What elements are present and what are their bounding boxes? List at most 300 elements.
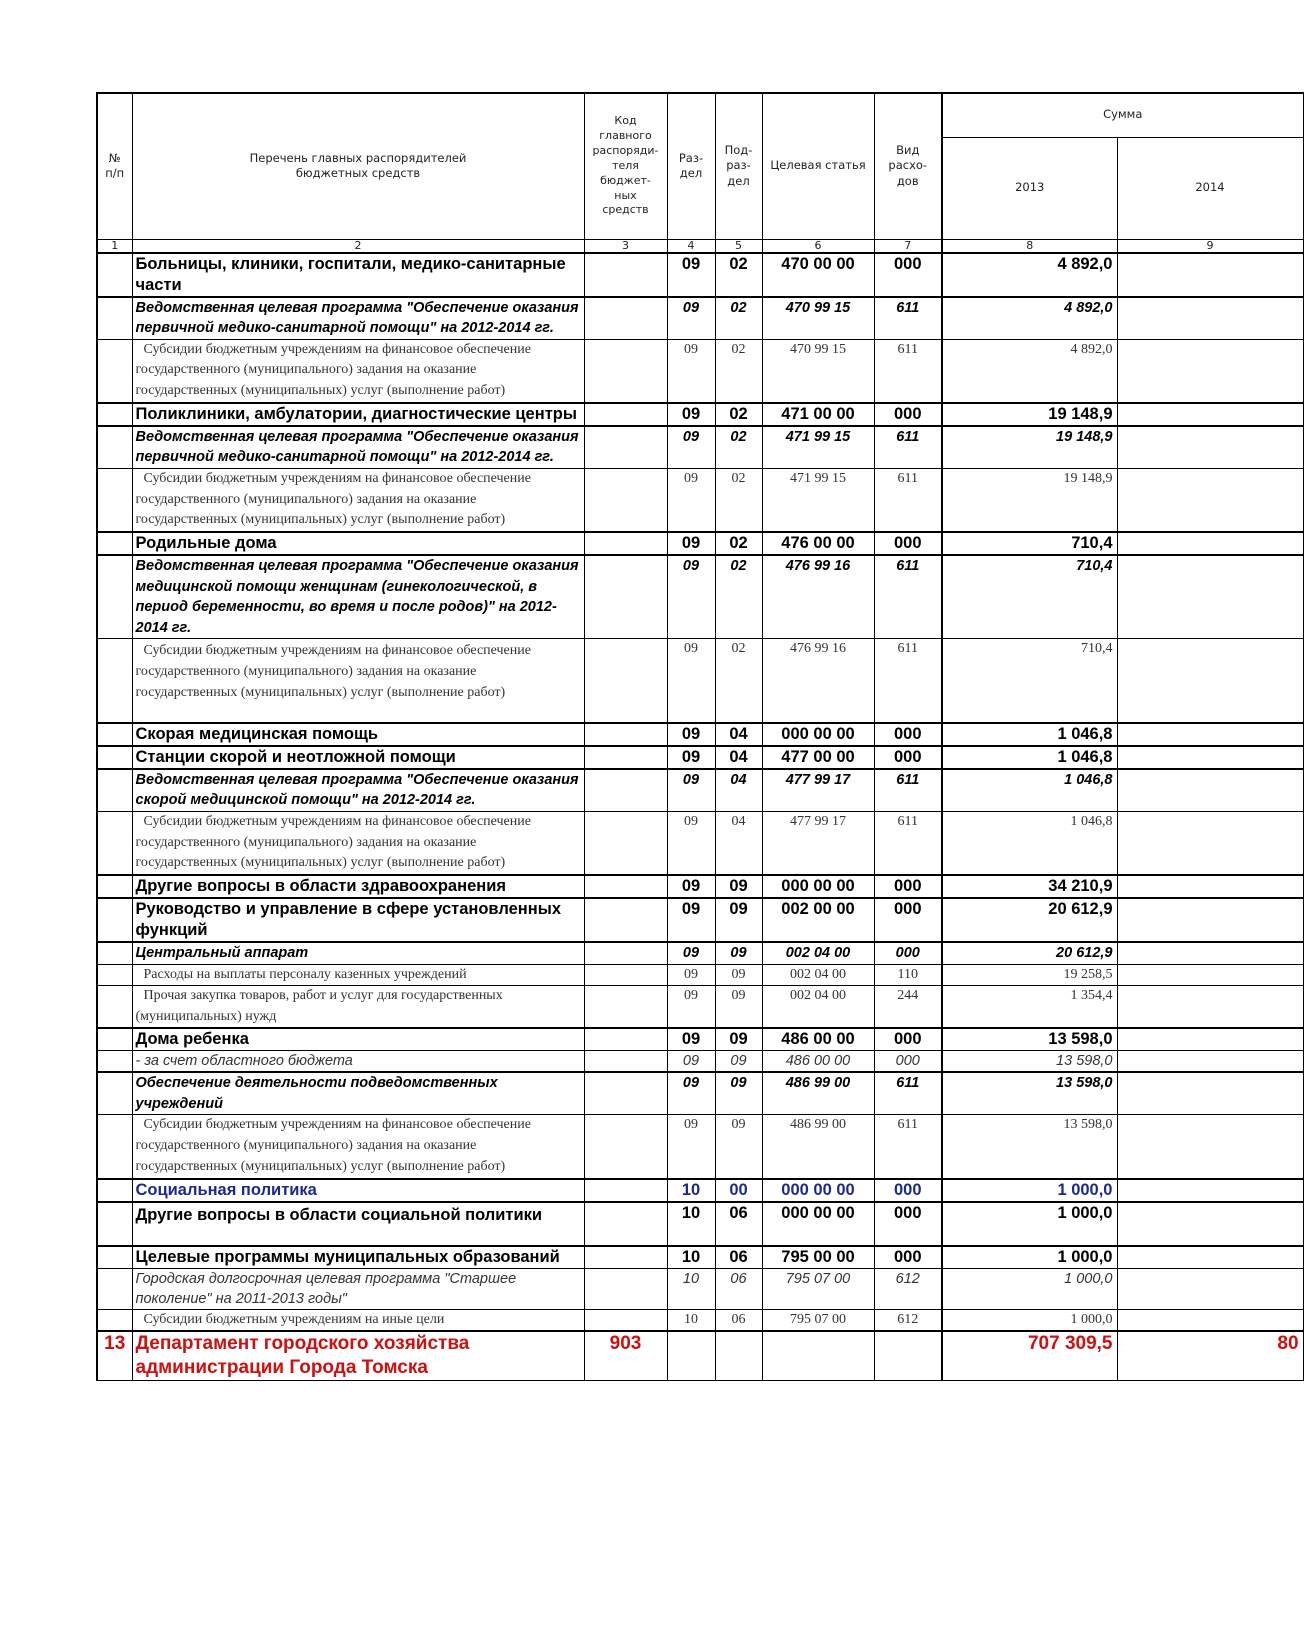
header-code: Код главного распоряди- теля бюджет- ных средств bbox=[584, 93, 667, 239]
column-numbers-row bbox=[97, 239, 1303, 253]
header-section: Раз- дел bbox=[667, 93, 715, 239]
row-kind: 611 bbox=[874, 297, 942, 340]
row-target: 000 00 00 bbox=[762, 875, 874, 898]
row-section: 10 bbox=[667, 1268, 715, 1309]
row-code bbox=[584, 1072, 667, 1115]
row-sum-2014 bbox=[1117, 1268, 1303, 1309]
row-code bbox=[584, 1028, 667, 1051]
row-target: 002 04 00 bbox=[762, 986, 874, 1029]
row-subsection: 02 bbox=[715, 426, 762, 469]
row-kind: 612 bbox=[874, 1268, 942, 1309]
row-name: Департамент городского хозяйства администрации Города Томска bbox=[132, 1331, 584, 1381]
row-subsection: 02 bbox=[715, 253, 762, 297]
row-sum-2013: 710,4 bbox=[942, 639, 1117, 723]
row-section: 09 bbox=[667, 253, 715, 297]
row-target bbox=[762, 1331, 874, 1381]
row-section: 10 bbox=[667, 1246, 715, 1269]
row-kind: 000 bbox=[874, 532, 942, 555]
row-target: 471 00 00 bbox=[762, 403, 874, 426]
row-sum-2014 bbox=[1117, 1202, 1303, 1246]
row-num bbox=[97, 1202, 132, 1246]
row-kind: 000 bbox=[874, 875, 942, 898]
colnum-5: 5 bbox=[715, 239, 762, 253]
row-subsection: 09 bbox=[715, 875, 762, 898]
row-sum-2013: 4 892,0 bbox=[942, 253, 1117, 297]
row-kind: 244 bbox=[874, 986, 942, 1029]
row-target: 470 00 00 bbox=[762, 253, 874, 297]
row-subsection: 04 bbox=[715, 769, 762, 812]
table-row bbox=[97, 1115, 1303, 1179]
row-target: 476 00 00 bbox=[762, 532, 874, 555]
row-subsection: 09 bbox=[715, 1028, 762, 1051]
row-subsection: 09 bbox=[715, 986, 762, 1029]
row-name: Расходы на выплаты персоналу казенных учреждений bbox=[132, 964, 584, 986]
row-subsection: 09 bbox=[715, 1072, 762, 1115]
row-section: 09 bbox=[667, 468, 715, 532]
row-sum-2013: 4 892,0 bbox=[942, 297, 1117, 340]
budget-table-page bbox=[96, 92, 1299, 1650]
row-subsection: 02 bbox=[715, 532, 762, 555]
row-sum-2014 bbox=[1117, 555, 1303, 639]
colnum-2: 2 bbox=[132, 239, 584, 253]
row-subsection: 02 bbox=[715, 297, 762, 340]
row-subsection: 02 bbox=[715, 639, 762, 723]
row-section: 09 bbox=[667, 403, 715, 426]
row-num bbox=[97, 1309, 132, 1331]
row-sum-2014 bbox=[1117, 1115, 1303, 1179]
row-sum-2014 bbox=[1117, 898, 1303, 942]
row-section: 09 bbox=[667, 1028, 715, 1051]
row-kind: 000 bbox=[874, 723, 942, 746]
row-code bbox=[584, 875, 667, 898]
row-sum-2013: 19 148,9 bbox=[942, 426, 1117, 469]
row-subsection: 06 bbox=[715, 1309, 762, 1331]
row-section: 09 bbox=[667, 555, 715, 639]
table-row bbox=[97, 1309, 1303, 1331]
row-sum-2013: 1 354,4 bbox=[942, 986, 1117, 1029]
row-name: Ведомственная целевая программа "Обеспечение оказания первичной медико-санитарной помощи" на 2012-2014 гг. bbox=[132, 426, 584, 469]
row-sum-2013: 710,4 bbox=[942, 555, 1117, 639]
table-row bbox=[97, 339, 1303, 403]
table-row bbox=[97, 253, 1303, 297]
header-year-2013: 2013 bbox=[942, 137, 1117, 239]
row-sum-2014 bbox=[1117, 746, 1303, 769]
row-sum-2014: 80 bbox=[1117, 1331, 1303, 1381]
row-num bbox=[97, 723, 132, 746]
row-target: 476 99 16 bbox=[762, 639, 874, 723]
row-subsection: 09 bbox=[715, 1115, 762, 1179]
row-name: Субсидии бюджетным учреждениям на финансовое обеспечение государственного (муниципального) задания на оказание государственных (муниципальных) услуг (выполнение работ) bbox=[132, 468, 584, 532]
row-sum-2014 bbox=[1117, 942, 1303, 964]
row-sum-2013: 1 046,8 bbox=[942, 769, 1117, 812]
row-num bbox=[97, 253, 132, 297]
table-row bbox=[97, 403, 1303, 426]
row-name: Субсидии бюджетным учреждениям на финансовое обеспечение государственного (муниципального) задания на оказание государственных (муниципальных) услуг (выполнение работ) bbox=[132, 639, 584, 723]
row-target: 002 00 00 bbox=[762, 898, 874, 942]
row-kind: 000 bbox=[874, 746, 942, 769]
row-code bbox=[584, 426, 667, 469]
row-section: 09 bbox=[667, 964, 715, 986]
row-name: Прочая закупка товаров, работ и услуг для государственных (муниципальных) нужд bbox=[132, 986, 584, 1029]
row-num bbox=[97, 426, 132, 469]
row-sum-2014 bbox=[1117, 297, 1303, 340]
row-section: 09 bbox=[667, 1072, 715, 1115]
row-num bbox=[97, 1072, 132, 1115]
table-row bbox=[97, 426, 1303, 469]
row-code bbox=[584, 1246, 667, 1269]
table-row bbox=[97, 468, 1303, 532]
table-row bbox=[97, 1028, 1303, 1051]
row-sum-2013: 1 000,0 bbox=[942, 1246, 1117, 1269]
row-name: Скорая медицинская помощь bbox=[132, 723, 584, 746]
row-code bbox=[584, 986, 667, 1029]
header-subsection: Под- раз- дел bbox=[715, 93, 762, 239]
row-sum-2014 bbox=[1117, 468, 1303, 532]
row-code bbox=[584, 639, 667, 723]
row-section: 09 bbox=[667, 942, 715, 964]
row-sum-2014 bbox=[1117, 769, 1303, 812]
row-kind: 611 bbox=[874, 1115, 942, 1179]
row-kind: 000 bbox=[874, 253, 942, 297]
row-section: 09 bbox=[667, 1051, 715, 1073]
row-kind: 611 bbox=[874, 426, 942, 469]
row-section: 09 bbox=[667, 1115, 715, 1179]
row-target: 000 00 00 bbox=[762, 1179, 874, 1202]
row-num bbox=[97, 1115, 132, 1179]
row-sum-2013: 1 000,0 bbox=[942, 1268, 1117, 1309]
row-kind: 000 bbox=[874, 403, 942, 426]
row-target: 477 99 17 bbox=[762, 811, 874, 875]
row-name: Обеспечение деятельности подведомственных учреждений bbox=[132, 1072, 584, 1115]
row-name: Центральный аппарат bbox=[132, 942, 584, 964]
table-row bbox=[97, 639, 1303, 723]
row-section: 09 bbox=[667, 297, 715, 340]
row-kind: 611 bbox=[874, 339, 942, 403]
row-name: Субсидии бюджетным учреждениям на финансовое обеспечение государственного (муниципального) задания на оказание государственных (муниципальных) услуг (выполнение работ) bbox=[132, 811, 584, 875]
row-name: Другие вопросы в области социальной политики bbox=[132, 1202, 584, 1246]
table-row bbox=[97, 769, 1303, 812]
table-row bbox=[97, 1051, 1303, 1073]
row-name: Другие вопросы в области здравоохранения bbox=[132, 875, 584, 898]
row-name: Больницы, клиники, госпитали, медико-санитарные части bbox=[132, 253, 584, 297]
row-target: 476 99 16 bbox=[762, 555, 874, 639]
row-sum-2013: 13 598,0 bbox=[942, 1115, 1117, 1179]
row-sum-2013: 710,4 bbox=[942, 532, 1117, 555]
row-code bbox=[584, 1309, 667, 1331]
row-name: Руководство и управление в сфере установленных функций bbox=[132, 898, 584, 942]
colnum-1: 1 bbox=[97, 239, 132, 253]
row-kind: 000 bbox=[874, 898, 942, 942]
row-subsection: 04 bbox=[715, 746, 762, 769]
row-sum-2013: 19 258,5 bbox=[942, 964, 1117, 986]
row-target: 000 00 00 bbox=[762, 1202, 874, 1246]
row-sum-2014 bbox=[1117, 1246, 1303, 1269]
row-num bbox=[97, 468, 132, 532]
row-code bbox=[584, 1179, 667, 1202]
row-num bbox=[97, 746, 132, 769]
row-num bbox=[97, 639, 132, 723]
row-section: 09 bbox=[667, 339, 715, 403]
table-row bbox=[97, 898, 1303, 942]
table-row bbox=[97, 1202, 1303, 1246]
row-subsection: 09 bbox=[715, 964, 762, 986]
row-sum-2013: 20 612,9 bbox=[942, 898, 1117, 942]
table-row bbox=[97, 532, 1303, 555]
row-target: 471 99 15 bbox=[762, 468, 874, 532]
row-num bbox=[97, 1051, 132, 1073]
row-sum-2014 bbox=[1117, 1179, 1303, 1202]
row-section: 10 bbox=[667, 1309, 715, 1331]
row-kind: 612 bbox=[874, 1309, 942, 1331]
row-sum-2013: 4 892,0 bbox=[942, 339, 1117, 403]
row-target: 477 00 00 bbox=[762, 746, 874, 769]
row-kind: 611 bbox=[874, 769, 942, 812]
row-code bbox=[584, 555, 667, 639]
row-code bbox=[584, 1051, 667, 1073]
row-subsection: 02 bbox=[715, 555, 762, 639]
row-sum-2014 bbox=[1117, 253, 1303, 297]
row-sum-2013: 13 598,0 bbox=[942, 1072, 1117, 1115]
row-kind: 000 bbox=[874, 1028, 942, 1051]
row-subsection: 09 bbox=[715, 898, 762, 942]
row-section: 09 bbox=[667, 723, 715, 746]
row-code bbox=[584, 898, 667, 942]
row-section: 09 bbox=[667, 769, 715, 812]
row-kind: 611 bbox=[874, 639, 942, 723]
row-code bbox=[584, 297, 667, 340]
table-row bbox=[97, 875, 1303, 898]
row-target: 795 00 00 bbox=[762, 1246, 874, 1269]
row-num bbox=[97, 942, 132, 964]
row-sum-2013: 1 000,0 bbox=[942, 1202, 1117, 1246]
row-code bbox=[584, 468, 667, 532]
row-section: 09 bbox=[667, 532, 715, 555]
row-sum-2013: 34 210,9 bbox=[942, 875, 1117, 898]
row-kind: 000 bbox=[874, 1051, 942, 1073]
row-sum-2014 bbox=[1117, 986, 1303, 1029]
row-section: 09 bbox=[667, 746, 715, 769]
row-kind: 110 bbox=[874, 964, 942, 986]
row-sum-2014 bbox=[1117, 426, 1303, 469]
row-sum-2014 bbox=[1117, 403, 1303, 426]
row-name: Субсидии бюджетным учреждениям на иные цели bbox=[132, 1309, 584, 1331]
row-target: 486 99 00 bbox=[762, 1072, 874, 1115]
row-code bbox=[584, 339, 667, 403]
table-row bbox=[97, 942, 1303, 964]
header-target: Целевая статья bbox=[762, 93, 874, 239]
row-num bbox=[97, 898, 132, 942]
row-subsection: 09 bbox=[715, 1051, 762, 1073]
row-subsection: 02 bbox=[715, 468, 762, 532]
row-name: - за счет областного бюджета bbox=[132, 1051, 584, 1073]
row-sum-2013: 13 598,0 bbox=[942, 1028, 1117, 1051]
row-sum-2014 bbox=[1117, 1051, 1303, 1073]
row-sum-2014 bbox=[1117, 811, 1303, 875]
row-sum-2013: 707 309,5 bbox=[942, 1331, 1117, 1381]
row-code bbox=[584, 403, 667, 426]
table-row bbox=[97, 1268, 1303, 1309]
row-target: 477 99 17 bbox=[762, 769, 874, 812]
row-section: 09 bbox=[667, 639, 715, 723]
row-section: 09 bbox=[667, 811, 715, 875]
row-code bbox=[584, 1268, 667, 1309]
row-target: 470 99 15 bbox=[762, 297, 874, 340]
row-sum-2013: 1 000,0 bbox=[942, 1309, 1117, 1331]
row-subsection: 06 bbox=[715, 1246, 762, 1269]
row-section: 09 bbox=[667, 426, 715, 469]
row-name: Ведомственная целевая программа "Обеспечение оказания первичной медико-санитарной помощи" на 2012-2014 гг. bbox=[132, 297, 584, 340]
row-kind: 000 bbox=[874, 1179, 942, 1202]
row-section bbox=[667, 1331, 715, 1381]
colnum-9: 9 bbox=[1117, 239, 1303, 253]
row-name: Городская долгосрочная целевая программа "Старшее поколение" на 2011-2013 годы" bbox=[132, 1268, 584, 1309]
row-subsection: 02 bbox=[715, 339, 762, 403]
row-subsection bbox=[715, 1331, 762, 1381]
table-row bbox=[97, 964, 1303, 986]
header-year-2014: 2014 bbox=[1117, 137, 1303, 239]
table-body bbox=[97, 253, 1303, 1381]
table-row bbox=[97, 555, 1303, 639]
row-name: Родильные дома bbox=[132, 532, 584, 555]
header-name: Перечень главных распорядителей бюджетных средств bbox=[132, 93, 584, 239]
row-sum-2014 bbox=[1117, 964, 1303, 986]
row-target: 002 04 00 bbox=[762, 942, 874, 964]
row-sum-2013: 1 000,0 bbox=[942, 1179, 1117, 1202]
colnum-7: 7 bbox=[874, 239, 942, 253]
row-code bbox=[584, 769, 667, 812]
row-target: 002 04 00 bbox=[762, 964, 874, 986]
colnum-8: 8 bbox=[942, 239, 1117, 253]
row-kind bbox=[874, 1331, 942, 1381]
budget-table bbox=[96, 92, 1304, 1381]
table-row bbox=[97, 1246, 1303, 1269]
row-section: 10 bbox=[667, 1202, 715, 1246]
row-code bbox=[584, 532, 667, 555]
row-section: 10 bbox=[667, 1179, 715, 1202]
row-code bbox=[584, 942, 667, 964]
row-target: 795 07 00 bbox=[762, 1268, 874, 1309]
row-num bbox=[97, 811, 132, 875]
row-target: 486 00 00 bbox=[762, 1028, 874, 1051]
row-subsection: 04 bbox=[715, 723, 762, 746]
row-num: 13 bbox=[97, 1331, 132, 1381]
row-subsection: 06 bbox=[715, 1202, 762, 1246]
row-num bbox=[97, 769, 132, 812]
row-name: Целевые программы муниципальных образований bbox=[132, 1246, 584, 1269]
row-code bbox=[584, 1115, 667, 1179]
row-sum-2014 bbox=[1117, 339, 1303, 403]
row-subsection: 02 bbox=[715, 403, 762, 426]
row-target: 795 07 00 bbox=[762, 1309, 874, 1331]
row-name: Дома ребенка bbox=[132, 1028, 584, 1051]
colnum-4: 4 bbox=[667, 239, 715, 253]
table-row bbox=[97, 1072, 1303, 1115]
row-kind: 000 bbox=[874, 1246, 942, 1269]
row-subsection: 00 bbox=[715, 1179, 762, 1202]
colnum-6: 6 bbox=[762, 239, 874, 253]
row-num bbox=[97, 1028, 132, 1051]
row-subsection: 09 bbox=[715, 942, 762, 964]
row-kind: 611 bbox=[874, 555, 942, 639]
row-code bbox=[584, 723, 667, 746]
row-section: 09 bbox=[667, 898, 715, 942]
row-target: 000 00 00 bbox=[762, 723, 874, 746]
row-num bbox=[97, 875, 132, 898]
table-row bbox=[97, 986, 1303, 1029]
row-sum-2014 bbox=[1117, 1309, 1303, 1331]
row-target: 471 99 15 bbox=[762, 426, 874, 469]
row-num bbox=[97, 986, 132, 1029]
row-target: 470 99 15 bbox=[762, 339, 874, 403]
row-sum-2013: 1 046,8 bbox=[942, 723, 1117, 746]
row-num bbox=[97, 555, 132, 639]
row-code bbox=[584, 964, 667, 986]
table-row bbox=[97, 811, 1303, 875]
row-num bbox=[97, 1268, 132, 1309]
row-num bbox=[97, 1179, 132, 1202]
colnum-3: 3 bbox=[584, 239, 667, 253]
row-num bbox=[97, 964, 132, 986]
header-kind: Вид расхо- дов bbox=[874, 93, 942, 239]
header-num: № п/п bbox=[97, 93, 132, 239]
table-row bbox=[97, 1179, 1303, 1202]
row-name: Субсидии бюджетным учреждениям на финансовое обеспечение государственного (муниципального) задания на оказание государственных (муниципальных) услуг (выполнение работ) bbox=[132, 339, 584, 403]
row-name: Социальная политика bbox=[132, 1179, 584, 1202]
row-sum-2013: 1 046,8 bbox=[942, 811, 1117, 875]
row-sum-2014 bbox=[1117, 875, 1303, 898]
row-sum-2013: 19 148,9 bbox=[942, 403, 1117, 426]
header-sum: Сумма bbox=[942, 93, 1303, 137]
row-sum-2014 bbox=[1117, 723, 1303, 746]
row-name: Ведомственная целевая программа "Обеспечение оказания медицинской помощи женщинам (гинекологической, в период беременности, во время и после родов)" на 2012-2014 гг. bbox=[132, 555, 584, 639]
row-sum-2013: 19 148,9 bbox=[942, 468, 1117, 532]
row-code bbox=[584, 746, 667, 769]
table-row bbox=[97, 723, 1303, 746]
table-header bbox=[97, 93, 1303, 253]
row-code: 903 bbox=[584, 1331, 667, 1381]
row-sum-2014 bbox=[1117, 532, 1303, 555]
table-row bbox=[97, 297, 1303, 340]
row-kind: 611 bbox=[874, 468, 942, 532]
table-row bbox=[97, 746, 1303, 769]
row-name: Ведомственная целевая программа "Обеспечение оказания скорой медицинской помощи" на 2012-2014 гг. bbox=[132, 769, 584, 812]
row-num bbox=[97, 532, 132, 555]
row-num bbox=[97, 1246, 132, 1269]
row-kind: 611 bbox=[874, 811, 942, 875]
row-num bbox=[97, 339, 132, 403]
row-code bbox=[584, 811, 667, 875]
row-code bbox=[584, 1202, 667, 1246]
row-sum-2014 bbox=[1117, 1028, 1303, 1051]
row-num bbox=[97, 297, 132, 340]
row-target: 486 99 00 bbox=[762, 1115, 874, 1179]
row-sum-2014 bbox=[1117, 639, 1303, 723]
row-target: 486 00 00 bbox=[762, 1051, 874, 1073]
row-sum-2013: 20 612,9 bbox=[942, 942, 1117, 964]
row-name: Субсидии бюджетным учреждениям на финансовое обеспечение государственного (муниципального) задания на оказание государственных (муниципальных) услуг (выполнение работ) bbox=[132, 1115, 584, 1179]
table-row bbox=[97, 1331, 1303, 1381]
row-num bbox=[97, 403, 132, 426]
row-section: 09 bbox=[667, 986, 715, 1029]
row-kind: 000 bbox=[874, 1202, 942, 1246]
row-sum-2014 bbox=[1117, 1072, 1303, 1115]
row-kind: 611 bbox=[874, 1072, 942, 1115]
row-kind: 000 bbox=[874, 942, 942, 964]
row-name: Поликлиники, амбулатории, диагностические центры bbox=[132, 403, 584, 426]
row-code bbox=[584, 253, 667, 297]
row-sum-2013: 13 598,0 bbox=[942, 1051, 1117, 1073]
row-sum-2013: 1 046,8 bbox=[942, 746, 1117, 769]
